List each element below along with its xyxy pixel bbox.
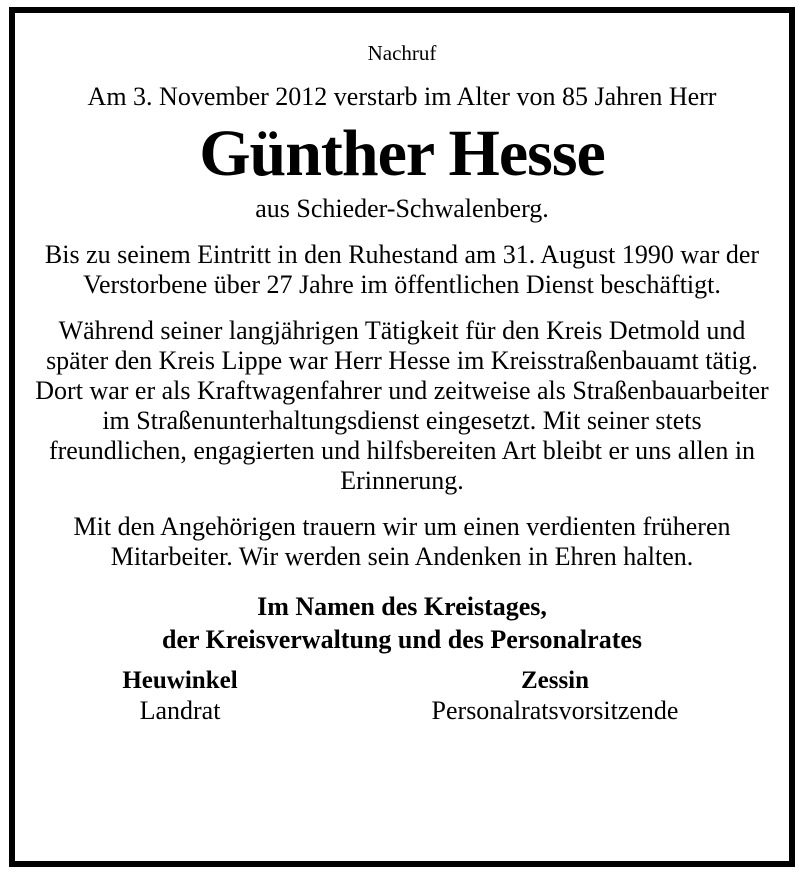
signer-name: Heuwinkel — [122, 667, 238, 694]
signer-role: Personalratsvorsitzende — [431, 696, 679, 725]
obituary-notice — [15, 13, 789, 736]
origin-line: aus Schieder-Schwalenberg. — [255, 194, 549, 223]
intro-line: Am 3. November 2012 verstarb im Alter von 85 Jahren Herr — [87, 82, 717, 111]
signer-landrat — [100, 666, 260, 726]
signature-title-line-2: der Kreisverwaltung und des Personalrates — [161, 625, 643, 654]
career-paragraph: Bis zu seinem Eintritt in den Ruhestand am 31. August 1990 war der Verstorbene über 27 Jahre im öffentlichen Dienst beschäftigt. — [44, 240, 760, 299]
mourning-paragraph: Mit den Angehörigen trauern wir um einen verdienten früheren Mitarbeiter. Wir werden sein Andenken in Ehren halten. — [73, 512, 731, 571]
activity-paragraph: Während seiner langjährigen Tätigkeit für den Kreis Detmold und später den Kreis Lippe war Herr Hesse im Kreisstraßenbauamt tätig. Dort war er als Kraftwagenfahrer und zeitweise als Straßenbauarbeiter im Straßenunterhaltungsdienst eingesetzt. Mit seiner stets freundlichen, engagierten und hilfsbereiten Art bleibt er uns allen in Erinnerung. — [35, 316, 769, 495]
deceased-name: Günther Hesse — [199, 117, 605, 190]
signer-name: Zessin — [520, 667, 590, 694]
signers — [15, 666, 789, 736]
signer-personalrat — [405, 666, 705, 726]
signature-title — [15, 590, 789, 656]
signature-title-line-1: Im Namen des Kreistages, — [257, 592, 547, 621]
notice-heading: Nachruf — [367, 41, 437, 65]
signer-role: Landrat — [139, 696, 221, 725]
